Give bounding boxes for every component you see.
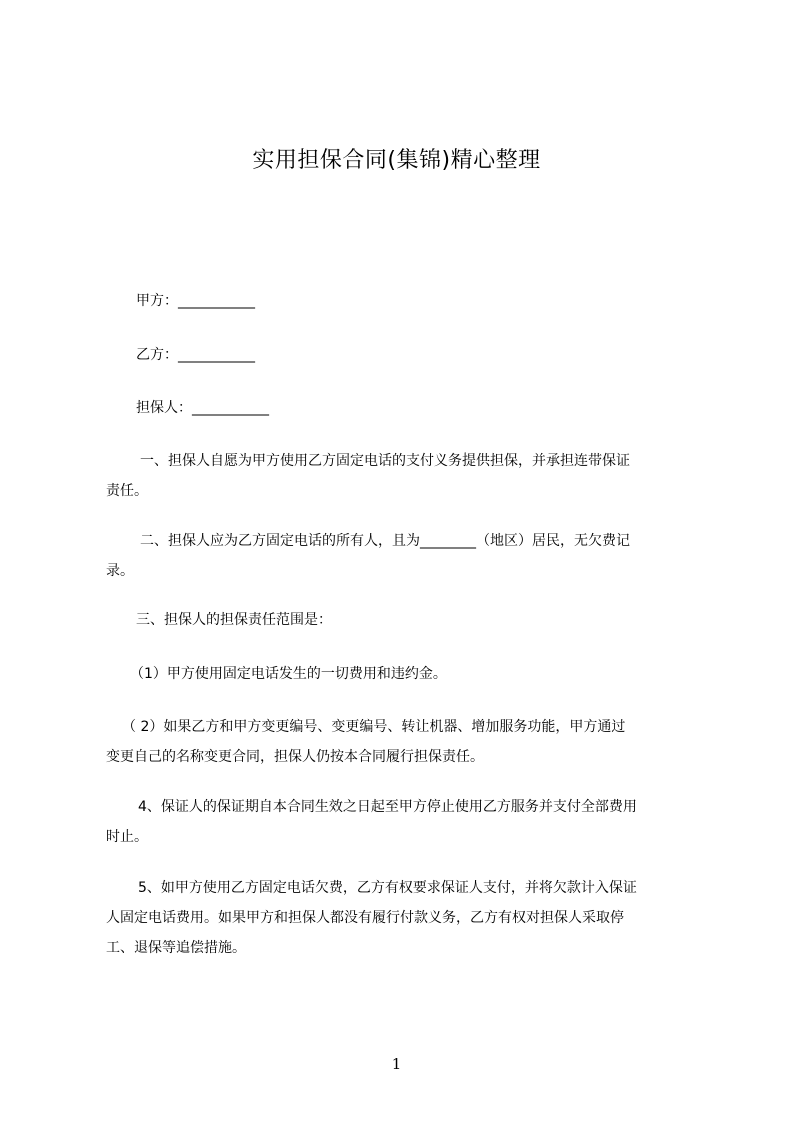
clause-5-line-2: 人固定电话费用。如果甲方和担保人都没有履行付款义务，乙方有权对担保人采取停 [106,910,624,926]
party-b-field: 乙方：___________ [136,347,255,363]
clause-4-line-1: 4、保证人的保证期自本合同生效之日起至甲方停止使用乙方服务并支付全部费用 [138,799,637,815]
clause-1-line-2: 责任。 [106,483,148,499]
clause-5 [106,873,696,963]
clause-3-item-1 [106,659,696,689]
clause-2-line-2: 录。 [106,563,134,579]
clause-3-item-2-line-1: （ 2）如果乙方和甲方变更编号、变更编号、转让机器、增加服务功能，甲方通过 [122,719,626,735]
document-title: 实用担保合同(集锦)精心整理 [252,148,541,173]
clause-2-line-1: 二、担保人应为乙方固定电话的所有人，且为________（地区）居民，无欠费记 [140,533,630,549]
clause-3-item-2 [106,712,696,772]
clause-1 [106,446,696,506]
page-number: 1 [391,1055,402,1073]
clause-1-line-1: 一、担保人自愿为甲方使用乙方固定电话的支付义务提供担保，并承担连带保证 [140,453,630,469]
guarantor-field: 担保人：___________ [136,400,269,416]
clause-3-item-2-line-2: 变更自己的名称变更合同，担保人仍按本合同履行担保责任。 [106,749,484,765]
clause-2 [106,526,696,586]
party-a-field: 甲方：___________ [136,293,255,309]
clause-5-line-3: 工、退保等追偿措施。 [106,940,246,956]
clause-3-item-1-line-1: （1）甲方使用固定电话发生的一切费用和违约金。 [130,666,447,682]
clause-3-line-1: 三、担保人的担保责任范围是： [136,612,332,628]
clause-3 [106,605,696,635]
clause-4 [106,792,696,852]
clause-5-line-1: 5、如甲方使用乙方固定电话欠费，乙方有权要求保证人支付，并将欠款计入保证 [138,880,637,896]
clause-4-line-2: 时止。 [106,829,148,845]
